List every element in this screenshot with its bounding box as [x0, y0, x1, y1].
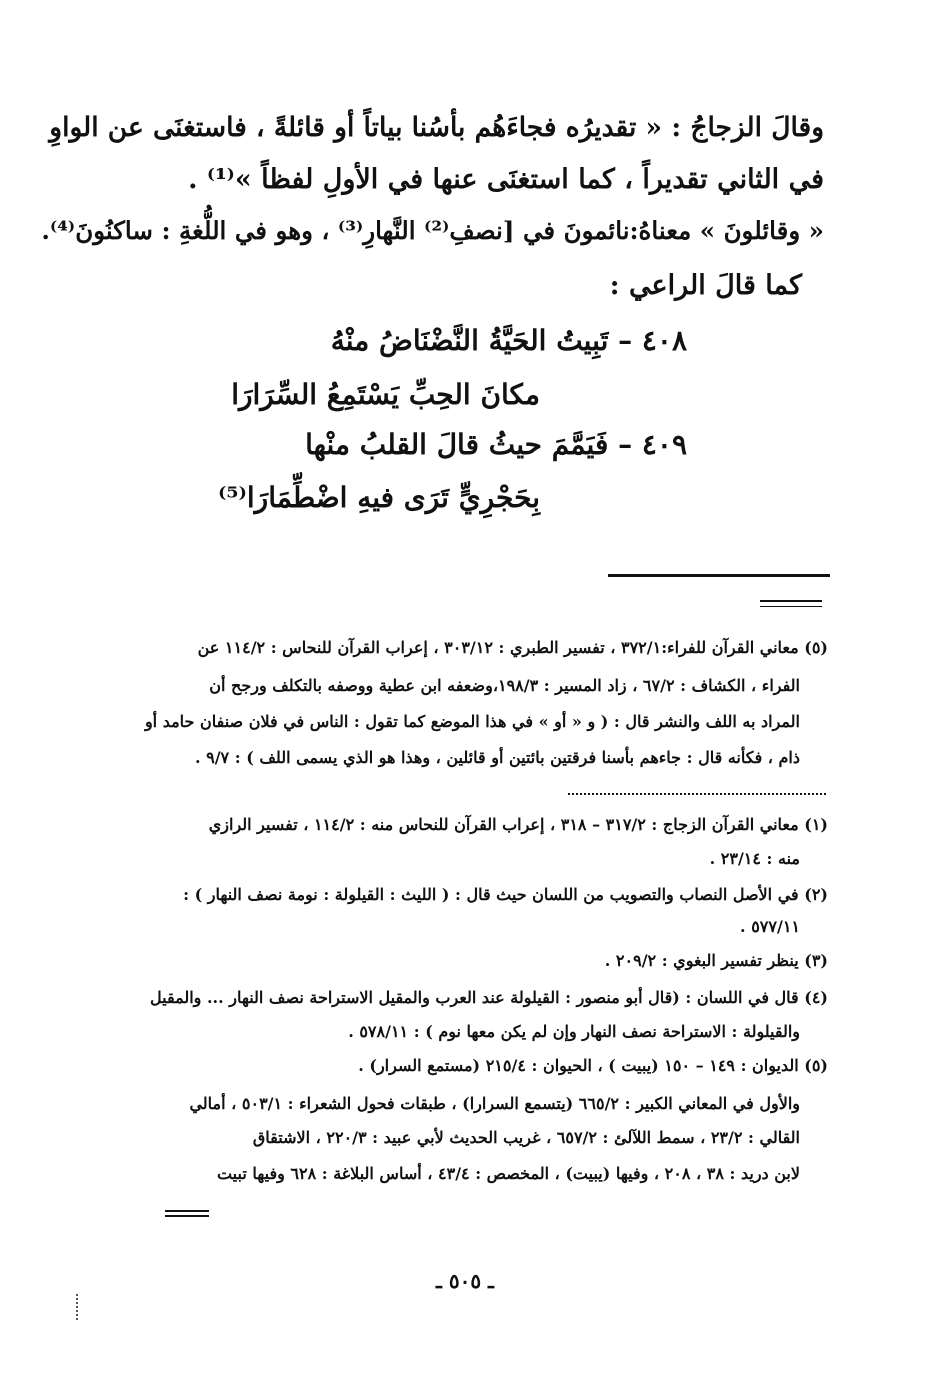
page-number: ـ ٥٠٥ ـ	[436, 1269, 494, 1293]
footnote-line: (٥) الديوان : ١٤٩ – ١٥٠ (يبيت ) ، الحيوان : ٢١٥/٤ (مستمع السرار) .	[358, 1056, 828, 1075]
footnote-separator	[608, 574, 830, 577]
footnote-line: ذام ، فكأنه قال : جاءهم بأسنا فرقتين بائتين أو قائلين ، وهذا هو الذي يسمى اللف ) : ٩/٧ .	[194, 748, 800, 767]
main-text-line: وقالَ الزجاجُ : « تقديرُه فجاءَهُم بأسُنا بياتاً أو قائلةً ، فاستغنَى عن الواوِ	[49, 112, 824, 143]
main-text-line: « وقائلونَ » معناهُ:نائمونَ في [نصفِ⁽²⁾ النَّهارِ⁽³⁾ ، وهو في اللُّغةِ : ساكنُونَ⁽⁴⁾.	[41, 216, 824, 245]
end-mark	[165, 1210, 209, 1212]
footnote-separator-mark	[760, 606, 822, 607]
footnote-line: (٤) قال في اللسان : (قال أبو منصور : القيلولة عند العرب والمقيل الاستراحة نصف النهار ... والمقيل	[150, 988, 828, 1007]
footnote-separator-mark	[760, 600, 822, 602]
footnote-line: المراد به اللف والنشر قال : ( و « أو » في هذا الموضع كما تقول : الناس في فلان صنفان حامد أو	[144, 712, 800, 731]
footnote-line: (٥) معاني القرآن للفراء:٣٧٢/١ ، تفسير الطبري : ٣٠٣/١٢ ، إعراب القرآن للنحاس : ١١٤/٢ عن	[197, 638, 828, 657]
footnote-line: منه : ٢٣/١٤ .	[709, 849, 800, 868]
footnote-line: الفراء ، الكشاف : ٦٧/٢ ، زاد المسير : ١٩٨/٣،وضعفه ابن عطية ووصفه بالتكلف ورجح أن	[209, 676, 800, 695]
footnote-line: لابن دريد : ٣٨ ، ٢٠٨ ، وفيها (يبيت) ، المخصص : ٤٣/٤ ، أساس البلاغة : ٦٢٨ وفيها تبيت	[216, 1164, 800, 1183]
footnote-line: والأول في المعاني الكبير : ٦٦٥/٢ (يتسمع السرارا) ، طبقات فحول الشعراء : ٥٠٣/١ ، أمالي	[189, 1094, 800, 1113]
main-text-line: في الثاني تقديراً ، كما استغنَى عنها في الأولِ لفظاً »⁽¹⁾ .	[188, 164, 824, 195]
verse-line: ٤٠٩ – فَيَمَّمَ حيثُ قالَ القلبُ منْها	[305, 428, 687, 461]
footnote-line: والقيلولة : الاستراحة نصف النهار وإن لم يكن معها نوم ) : ٥٧٨/١١ .	[348, 1022, 800, 1041]
footnote-line: القالي : ٢٣/٢ ، سمط اللآلئ : ٦٥٧/٢ ، غريب الحديث لأبي عبيد : ٢٢٠/٣ ، الاشتقاق	[252, 1128, 800, 1147]
scan-artifact	[76, 1294, 80, 1320]
main-text-line: كما قالَ الراعي :	[609, 270, 802, 301]
footnote-line: (١) معاني القرآن الزجاج : ٣١٧/٢ – ٣١٨ ، إعراب القرآن للنحاس منه : ١١٤/٢ ، تفسير الرازي	[208, 815, 828, 834]
verse-line: بِحَجْرِيٍّ تَرَى فيهِ اضْطِّمَارَا⁽⁵⁾	[217, 481, 540, 514]
footnote-dotted-separator	[568, 793, 826, 795]
footnote-line: (٣) ينظر تفسير البغوي : ٢٠٩/٢ .	[604, 951, 828, 970]
verse-line: ٤٠٨ – تَبِيتُ الحَيَّةُ النَّضْنَاضُ منْهُ	[330, 324, 687, 357]
verse-line: مكانَ الحِبِّ يَسْتَمِعُ السِّرَارَا	[231, 378, 540, 411]
end-mark	[165, 1215, 209, 1217]
footnote-line: ٥٧٧/١١ .	[740, 917, 800, 936]
footnote-line: (٢) في الأصل النصاب والتصويب من اللسان حيث قال : ( الليث : القيلولة : نومة نصف النهار ) :	[183, 885, 828, 904]
